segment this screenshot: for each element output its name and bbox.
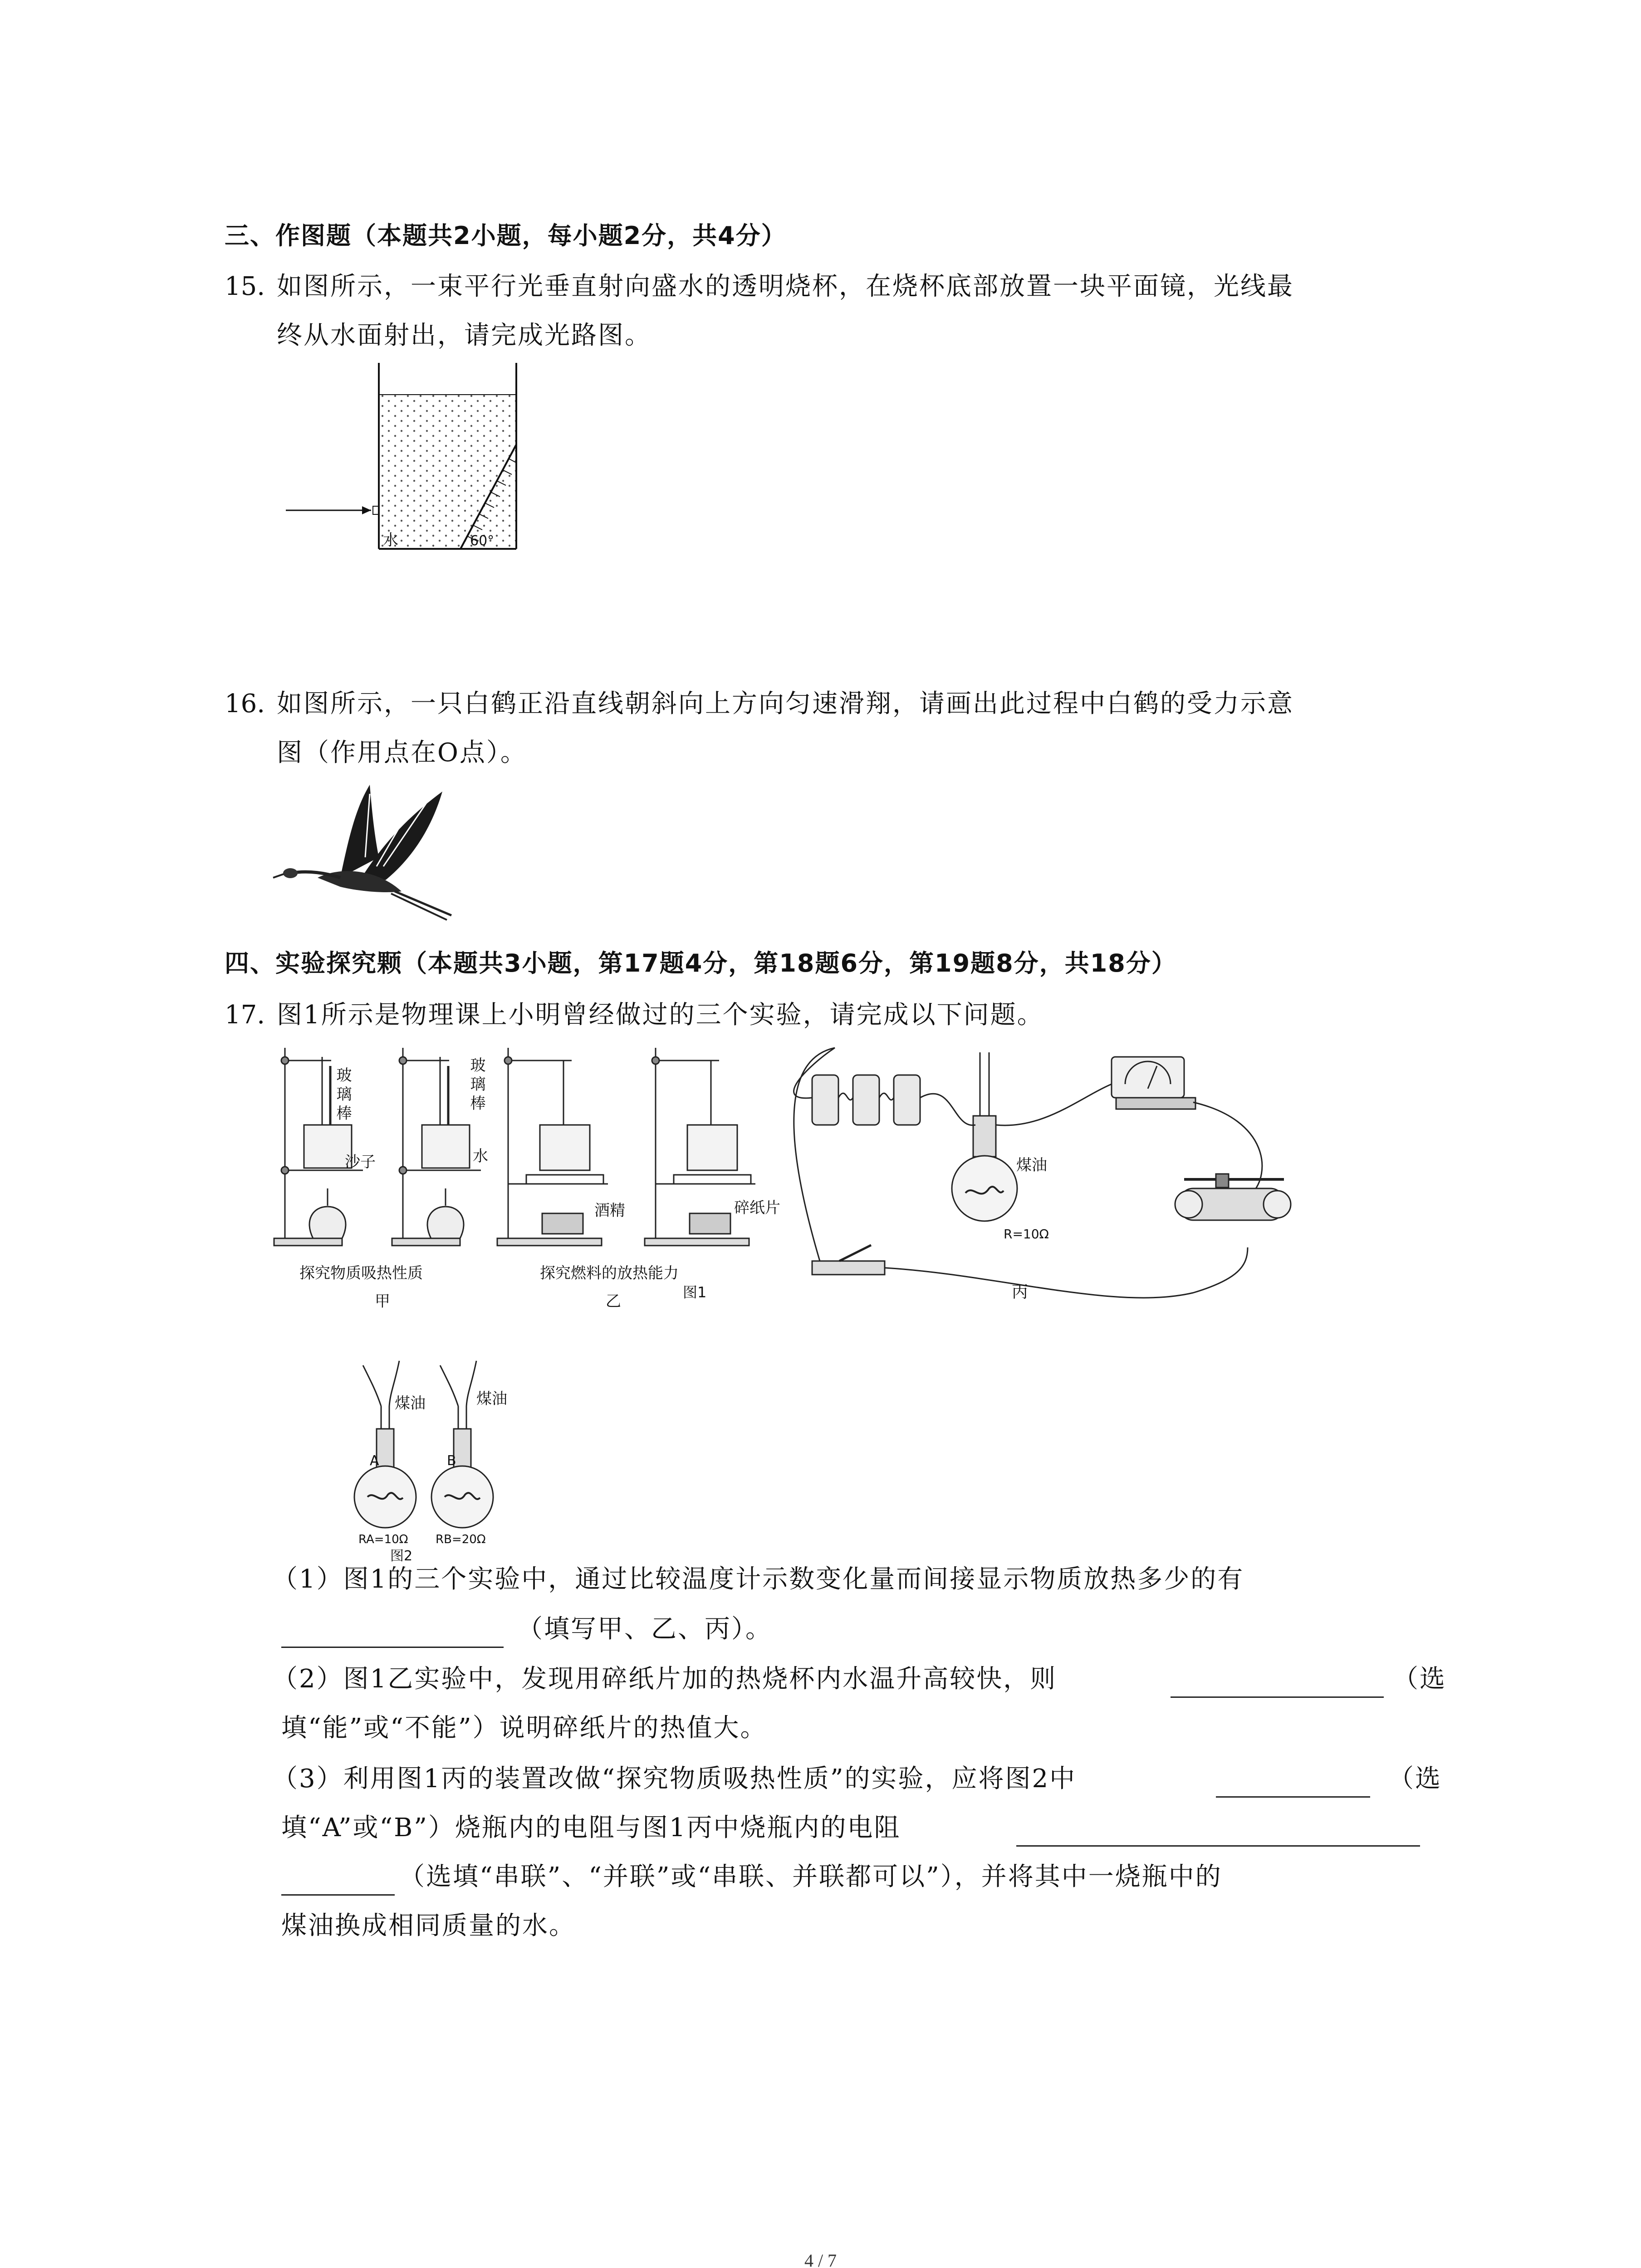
- q17-p3-line3: （选填“串联”、“并联”或“串联、并联都可以”），并将其中一烧瓶中的: [399, 1862, 1222, 1892]
- caption-bing: 丙: [1012, 1283, 1029, 1301]
- label-kerosene: 煤油: [1016, 1156, 1047, 1174]
- caption-jia: 甲: [375, 1292, 390, 1310]
- label-glass-rod-2: 玻璃棒: [467, 1057, 485, 1114]
- q17-intro: 图1所示是物理课上小明曾经做过的三个实验，请完成以下问题。: [277, 1000, 1044, 1030]
- fig2-rb: RB=20Ω: [436, 1533, 486, 1546]
- q17-p2-line1-a: （2）图1乙实验中，发现用碎纸片加的热烧杯内水温升高较快，则: [272, 1664, 1057, 1694]
- q16-number: 16.: [225, 689, 265, 719]
- label-paper: 碎纸片: [734, 1199, 780, 1217]
- q17-p1-line2: （填写甲、乙、丙）。: [517, 1614, 772, 1644]
- q17-p3-line4: 煤油换成相同质量的水。: [281, 1911, 576, 1941]
- q17-p2-answer-blank[interactable]: [1171, 1696, 1384, 1698]
- q17-p3-line1-b: （选: [1388, 1764, 1442, 1794]
- q17-p3-answer-blank-2b[interactable]: [281, 1894, 395, 1896]
- q17-p2-line1-b: （选: [1393, 1664, 1446, 1694]
- section-4-title: 四、实验探究颗（本题共3小题，第17题4分，第18题6分，第19题8分，共18分）: [225, 949, 1177, 978]
- page-number: 4 / 7: [804, 2250, 837, 2268]
- q17-p3-line2: 填“A”或“B”）烧瓶内的电阻与图1丙中烧瓶内的电阻: [281, 1813, 901, 1843]
- q15-text-line1: 如图所示，一束平行光垂直射向盛水的透明烧杯，在烧杯底部放置一块平面镜，光线最: [277, 272, 1294, 301]
- q15-text-line2: 终从水面射出，请完成光路图。: [277, 321, 652, 350]
- fig2-label-a: A: [370, 1453, 379, 1469]
- q17-figure-1: [272, 1039, 1488, 1320]
- q15-beaker-figure: [272, 358, 599, 558]
- q17-p3-line1-a: （3）利用图1丙的装置改做“探究物质吸热性质”的实验，应将图2中: [272, 1764, 1077, 1794]
- water-label: 水: [383, 531, 398, 549]
- q17-number: 17.: [225, 1000, 265, 1030]
- q17-p1-answer-blank[interactable]: [281, 1647, 504, 1648]
- caption-jia-desc: 探究物质吸热性质: [299, 1264, 423, 1282]
- label-glass-rod-1: 玻璃棒: [333, 1067, 352, 1124]
- caption-yi-desc: 探究燃料的放热能力: [540, 1264, 679, 1282]
- crane-figure: [272, 780, 463, 925]
- q17-figure-2: [345, 1356, 581, 1565]
- q17-p3-answer-blank-1[interactable]: [1216, 1796, 1370, 1798]
- fig2-kerosene-b: 煤油: [476, 1390, 507, 1408]
- angle-label: 60°: [470, 533, 495, 549]
- label-resistor: R=10Ω: [1004, 1227, 1049, 1242]
- section-3-title: 三、作图题（本题共2小题，每小题2分，共4分）: [225, 221, 787, 250]
- q15-number: 15.: [225, 272, 265, 301]
- q16-text-line2: 图（作用点在O点）。: [277, 738, 527, 767]
- beaker-water: [379, 395, 516, 549]
- label-sand: 沙子: [345, 1153, 376, 1171]
- q17-p3-answer-blank-2a[interactable]: [1016, 1845, 1420, 1847]
- q16-text-line1: 如图所示，一只白鹤正沿直线朝斜向上方向匀速滑翔，请画出此过程中白鹤的受力示意: [277, 689, 1294, 719]
- fig2-label-b: B: [447, 1453, 456, 1469]
- q17-p2-line2: 填“能”或“不能”）说明碎纸片的热值大。: [281, 1713, 767, 1743]
- fig2-ra: RA=10Ω: [358, 1533, 408, 1546]
- label-alcohol: 酒精: [594, 1202, 625, 1220]
- fig2-kerosene-a: 煤油: [395, 1394, 426, 1413]
- caption-yi: 乙: [606, 1292, 621, 1310]
- label-water: 水: [473, 1147, 488, 1165]
- caption-fig1: 图1: [683, 1284, 707, 1301]
- q17-p1-line1: （1）图1的三个实验中，通过比较温度计示数变化量而间接显示物质放热多少的有: [272, 1564, 1244, 1594]
- fig2-caption: 图2: [390, 1548, 413, 1564]
